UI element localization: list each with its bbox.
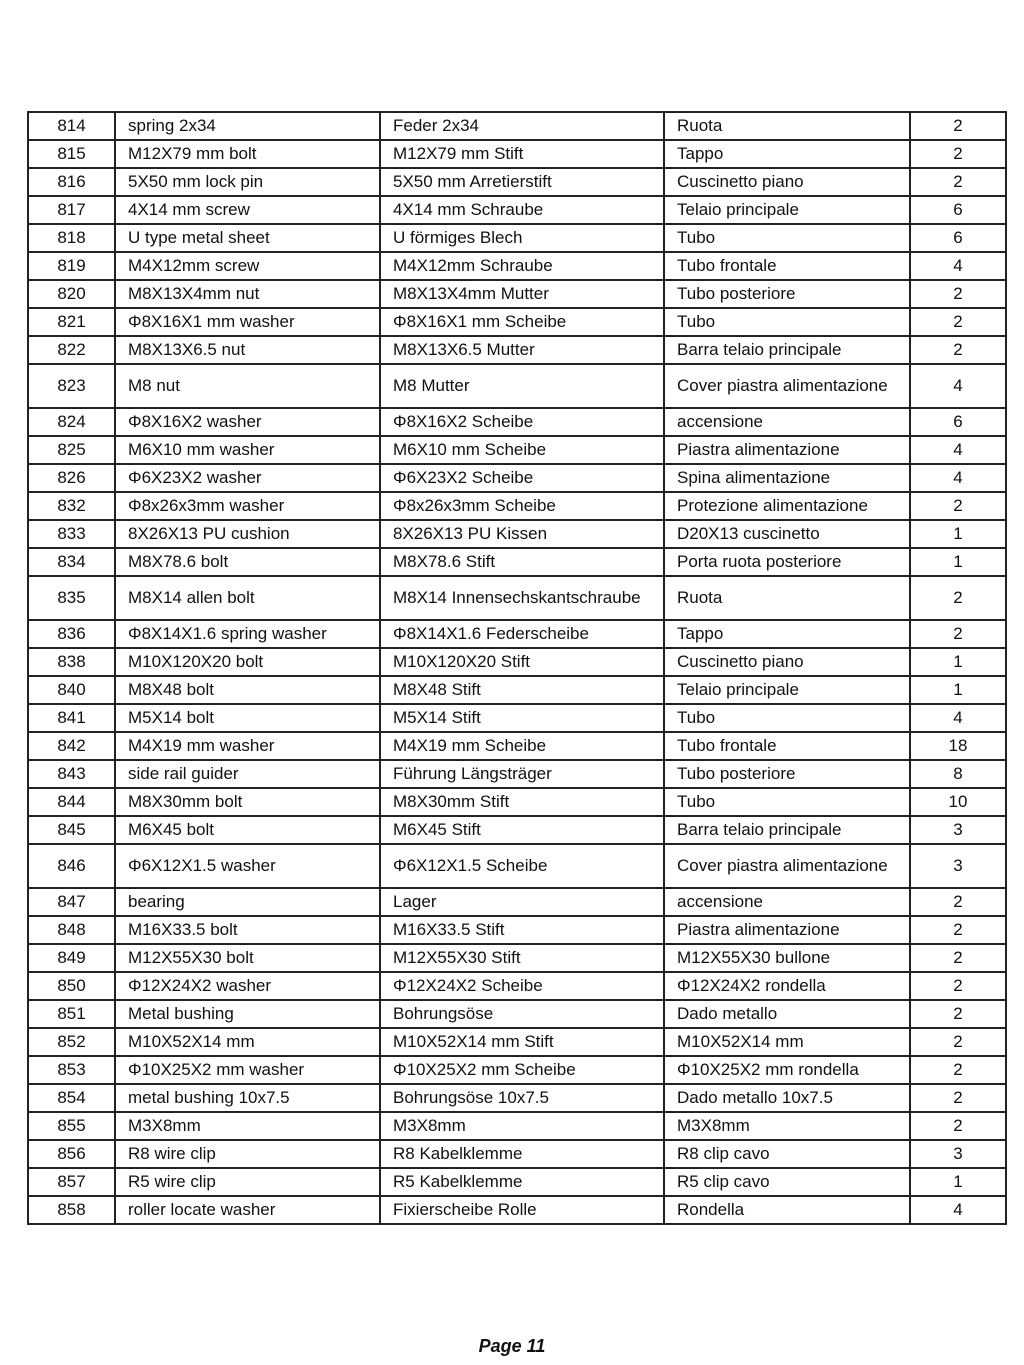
english-name-cell: M6X45 bolt bbox=[115, 816, 380, 844]
table-row bbox=[28, 888, 1006, 916]
quantity-cell: 1 bbox=[910, 520, 1006, 548]
part-number-cell: 842 bbox=[28, 732, 115, 760]
part-number-cell: 840 bbox=[28, 676, 115, 704]
quantity-cell: 1 bbox=[910, 1168, 1006, 1196]
italian-name-cell: Tappo bbox=[664, 140, 910, 168]
german-name-cell: U förmiges Blech bbox=[380, 224, 664, 252]
italian-name-cell: Φ10X25X2 mm rondella bbox=[664, 1056, 910, 1084]
part-number-cell: 833 bbox=[28, 520, 115, 548]
italian-name-cell: accensione bbox=[664, 408, 910, 436]
english-name-cell: M10X52X14 mm bbox=[115, 1028, 380, 1056]
part-number-cell: 819 bbox=[28, 252, 115, 280]
table-row bbox=[28, 1084, 1006, 1112]
quantity-cell: 2 bbox=[910, 168, 1006, 196]
english-name-cell: Φ8x26x3mm washer bbox=[115, 492, 380, 520]
german-name-cell: Φ8x26x3mm Scheibe bbox=[380, 492, 664, 520]
quantity-cell: 1 bbox=[910, 548, 1006, 576]
page-number: Page 11 bbox=[478, 1336, 546, 1356]
parts-table-body bbox=[28, 112, 1006, 1224]
italian-name-cell: M3X8mm bbox=[664, 1112, 910, 1140]
german-name-cell: 8X26X13 PU Kissen bbox=[380, 520, 664, 548]
english-name-cell: M8X78.6 bolt bbox=[115, 548, 380, 576]
german-name-cell: M6X45 Stift bbox=[380, 816, 664, 844]
part-number-cell: 847 bbox=[28, 888, 115, 916]
part-number-cell: 817 bbox=[28, 196, 115, 224]
italian-name-cell: Cuscinetto piano bbox=[664, 648, 910, 676]
quantity-cell: 8 bbox=[910, 760, 1006, 788]
italian-name-cell: Tubo posteriore bbox=[664, 760, 910, 788]
english-name-cell: metal bushing 10x7.5 bbox=[115, 1084, 380, 1112]
german-name-cell: Lager bbox=[380, 888, 664, 916]
part-number-cell: 816 bbox=[28, 168, 115, 196]
english-name-cell: M8X13X4mm nut bbox=[115, 280, 380, 308]
english-name-cell: M8X14 allen bolt bbox=[115, 576, 380, 620]
table-row bbox=[28, 704, 1006, 732]
german-name-cell: Φ6X12X1.5 Scheibe bbox=[380, 844, 664, 888]
table-row bbox=[28, 944, 1006, 972]
part-number-cell: 855 bbox=[28, 1112, 115, 1140]
italian-name-cell: Ruota bbox=[664, 576, 910, 620]
german-name-cell: M10X52X14 mm Stift bbox=[380, 1028, 664, 1056]
quantity-cell: 2 bbox=[910, 888, 1006, 916]
quantity-cell: 2 bbox=[910, 944, 1006, 972]
part-number-cell: 814 bbox=[28, 112, 115, 140]
english-name-cell: M4X12mm screw bbox=[115, 252, 380, 280]
german-name-cell: Feder 2x34 bbox=[380, 112, 664, 140]
part-number-cell: 815 bbox=[28, 140, 115, 168]
table-row bbox=[28, 1000, 1006, 1028]
german-name-cell: M4X19 mm Scheibe bbox=[380, 732, 664, 760]
italian-name-cell: Tubo frontale bbox=[664, 252, 910, 280]
italian-name-cell: Porta ruota posteriore bbox=[664, 548, 910, 576]
english-name-cell: M8 nut bbox=[115, 364, 380, 408]
quantity-cell: 2 bbox=[910, 1000, 1006, 1028]
german-name-cell: Bohrungsöse 10x7.5 bbox=[380, 1084, 664, 1112]
quantity-cell: 2 bbox=[910, 620, 1006, 648]
table-row bbox=[28, 464, 1006, 492]
english-name-cell: side rail guider bbox=[115, 760, 380, 788]
quantity-cell: 18 bbox=[910, 732, 1006, 760]
table-row bbox=[28, 252, 1006, 280]
english-name-cell: U type metal sheet bbox=[115, 224, 380, 252]
part-number-cell: 858 bbox=[28, 1196, 115, 1224]
german-name-cell: M16X33.5 Stift bbox=[380, 916, 664, 944]
english-name-cell: bearing bbox=[115, 888, 380, 916]
english-name-cell: spring 2x34 bbox=[115, 112, 380, 140]
part-number-cell: 825 bbox=[28, 436, 115, 464]
table-row bbox=[28, 492, 1006, 520]
quantity-cell: 2 bbox=[910, 972, 1006, 1000]
english-name-cell: 5X50 mm lock pin bbox=[115, 168, 380, 196]
part-number-cell: 832 bbox=[28, 492, 115, 520]
german-name-cell: M8X48 Stift bbox=[380, 676, 664, 704]
parts-table bbox=[27, 111, 1007, 1225]
quantity-cell: 4 bbox=[910, 1196, 1006, 1224]
german-name-cell: M8X30mm Stift bbox=[380, 788, 664, 816]
quantity-cell: 2 bbox=[910, 112, 1006, 140]
english-name-cell: M10X120X20 bolt bbox=[115, 648, 380, 676]
english-name-cell: R8 wire clip bbox=[115, 1140, 380, 1168]
quantity-cell: 4 bbox=[910, 464, 1006, 492]
english-name-cell: Φ8X16X1 mm washer bbox=[115, 308, 380, 336]
german-name-cell: Bohrungsöse bbox=[380, 1000, 664, 1028]
english-name-cell: Φ6X12X1.5 washer bbox=[115, 844, 380, 888]
italian-name-cell: Telaio principale bbox=[664, 676, 910, 704]
part-number-cell: 854 bbox=[28, 1084, 115, 1112]
italian-name-cell: Barra telaio principale bbox=[664, 336, 910, 364]
quantity-cell: 3 bbox=[910, 816, 1006, 844]
quantity-cell: 2 bbox=[910, 140, 1006, 168]
italian-name-cell: Tubo posteriore bbox=[664, 280, 910, 308]
german-name-cell: M8X13X6.5 Mutter bbox=[380, 336, 664, 364]
german-name-cell: M8X78.6 Stift bbox=[380, 548, 664, 576]
part-number-cell: 826 bbox=[28, 464, 115, 492]
table-row bbox=[28, 224, 1006, 252]
english-name-cell: Φ8X14X1.6 spring washer bbox=[115, 620, 380, 648]
italian-name-cell: M12X55X30 bullone bbox=[664, 944, 910, 972]
part-number-cell: 836 bbox=[28, 620, 115, 648]
part-number-cell: 845 bbox=[28, 816, 115, 844]
table-row bbox=[28, 336, 1006, 364]
italian-name-cell: Φ12X24X2 rondella bbox=[664, 972, 910, 1000]
german-name-cell: Φ12X24X2 Scheibe bbox=[380, 972, 664, 1000]
table-row bbox=[28, 308, 1006, 336]
part-number-cell: 850 bbox=[28, 972, 115, 1000]
italian-name-cell: Tubo bbox=[664, 704, 910, 732]
german-name-cell: M4X12mm Schraube bbox=[380, 252, 664, 280]
italian-name-cell: Tappo bbox=[664, 620, 910, 648]
part-number-cell: 818 bbox=[28, 224, 115, 252]
table-row bbox=[28, 1168, 1006, 1196]
table-row bbox=[28, 168, 1006, 196]
part-number-cell: 838 bbox=[28, 648, 115, 676]
italian-name-cell: Cuscinetto piano bbox=[664, 168, 910, 196]
quantity-cell: 2 bbox=[910, 492, 1006, 520]
table-row bbox=[28, 732, 1006, 760]
table-row bbox=[28, 140, 1006, 168]
quantity-cell: 2 bbox=[910, 280, 1006, 308]
table-row bbox=[28, 1028, 1006, 1056]
table-row bbox=[28, 112, 1006, 140]
quantity-cell: 2 bbox=[910, 916, 1006, 944]
german-name-cell: R8 Kabelklemme bbox=[380, 1140, 664, 1168]
italian-name-cell: Telaio principale bbox=[664, 196, 910, 224]
english-name-cell: Φ8X16X2 washer bbox=[115, 408, 380, 436]
german-name-cell: Führung Längsträger bbox=[380, 760, 664, 788]
part-number-cell: 824 bbox=[28, 408, 115, 436]
italian-name-cell: Protezione alimentazione bbox=[664, 492, 910, 520]
quantity-cell: 6 bbox=[910, 408, 1006, 436]
table-row bbox=[28, 1056, 1006, 1084]
table-row bbox=[28, 408, 1006, 436]
german-name-cell: Fixierscheibe Rolle bbox=[380, 1196, 664, 1224]
english-name-cell: Φ12X24X2 washer bbox=[115, 972, 380, 1000]
table-row bbox=[28, 1196, 1006, 1224]
part-number-cell: 822 bbox=[28, 336, 115, 364]
quantity-cell: 3 bbox=[910, 844, 1006, 888]
part-number-cell: 856 bbox=[28, 1140, 115, 1168]
english-name-cell: 8X26X13 PU cushion bbox=[115, 520, 380, 548]
quantity-cell: 2 bbox=[910, 1084, 1006, 1112]
italian-name-cell: Spina alimentazione bbox=[664, 464, 910, 492]
table-row bbox=[28, 676, 1006, 704]
table-row bbox=[28, 1112, 1006, 1140]
table-row bbox=[28, 760, 1006, 788]
quantity-cell: 3 bbox=[910, 1140, 1006, 1168]
part-number-cell: 848 bbox=[28, 916, 115, 944]
quantity-cell: 2 bbox=[910, 308, 1006, 336]
table-row bbox=[28, 520, 1006, 548]
german-name-cell: M8X13X4mm Mutter bbox=[380, 280, 664, 308]
part-number-cell: 851 bbox=[28, 1000, 115, 1028]
part-number-cell: 835 bbox=[28, 576, 115, 620]
italian-name-cell: Rondella bbox=[664, 1196, 910, 1224]
quantity-cell: 2 bbox=[910, 336, 1006, 364]
table-row bbox=[28, 916, 1006, 944]
quantity-cell: 2 bbox=[910, 1112, 1006, 1140]
part-number-cell: 844 bbox=[28, 788, 115, 816]
table-row bbox=[28, 280, 1006, 308]
part-number-cell: 853 bbox=[28, 1056, 115, 1084]
english-name-cell: M8X48 bolt bbox=[115, 676, 380, 704]
quantity-cell: 10 bbox=[910, 788, 1006, 816]
english-name-cell: roller locate washer bbox=[115, 1196, 380, 1224]
table-row bbox=[28, 788, 1006, 816]
german-name-cell: M12X79 mm Stift bbox=[380, 140, 664, 168]
part-number-cell: 821 bbox=[28, 308, 115, 336]
italian-name-cell: Cover piastra alimentazione bbox=[664, 364, 910, 408]
part-number-cell: 852 bbox=[28, 1028, 115, 1056]
table-row bbox=[28, 364, 1006, 408]
quantity-cell: 4 bbox=[910, 704, 1006, 732]
english-name-cell: M12X55X30 bolt bbox=[115, 944, 380, 972]
english-name-cell: R5 wire clip bbox=[115, 1168, 380, 1196]
german-name-cell: M12X55X30 Stift bbox=[380, 944, 664, 972]
german-name-cell: M5X14 Stift bbox=[380, 704, 664, 732]
table-row bbox=[28, 548, 1006, 576]
quantity-cell: 4 bbox=[910, 364, 1006, 408]
quantity-cell: 2 bbox=[910, 1056, 1006, 1084]
german-name-cell: M8X14 Innensechskantschraube bbox=[380, 576, 664, 620]
german-name-cell: Φ8X16X1 mm Scheibe bbox=[380, 308, 664, 336]
german-name-cell: Φ8X16X2 Scheibe bbox=[380, 408, 664, 436]
german-name-cell: M10X120X20 Stift bbox=[380, 648, 664, 676]
english-name-cell: M3X8mm bbox=[115, 1112, 380, 1140]
quantity-cell: 2 bbox=[910, 1028, 1006, 1056]
italian-name-cell: Tubo frontale bbox=[664, 732, 910, 760]
quantity-cell: 4 bbox=[910, 436, 1006, 464]
german-name-cell: 5X50 mm Arretierstift bbox=[380, 168, 664, 196]
quantity-cell: 1 bbox=[910, 676, 1006, 704]
italian-name-cell: Tubo bbox=[664, 308, 910, 336]
part-number-cell: 843 bbox=[28, 760, 115, 788]
english-name-cell: M16X33.5 bolt bbox=[115, 916, 380, 944]
english-name-cell: M8X30mm bolt bbox=[115, 788, 380, 816]
italian-name-cell: Dado metallo bbox=[664, 1000, 910, 1028]
table-row bbox=[28, 844, 1006, 888]
part-number-cell: 846 bbox=[28, 844, 115, 888]
italian-name-cell: Cover piastra alimentazione bbox=[664, 844, 910, 888]
table-row bbox=[28, 436, 1006, 464]
italian-name-cell: D20X13 cuscinetto bbox=[664, 520, 910, 548]
table-row bbox=[28, 196, 1006, 224]
german-name-cell: Φ6X23X2 Scheibe bbox=[380, 464, 664, 492]
part-number-cell: 820 bbox=[28, 280, 115, 308]
english-name-cell: Φ10X25X2 mm washer bbox=[115, 1056, 380, 1084]
german-name-cell: Φ8X14X1.6 Federscheibe bbox=[380, 620, 664, 648]
part-number-cell: 857 bbox=[28, 1168, 115, 1196]
english-name-cell: M8X13X6.5 nut bbox=[115, 336, 380, 364]
quantity-cell: 6 bbox=[910, 196, 1006, 224]
german-name-cell: M3X8mm bbox=[380, 1112, 664, 1140]
english-name-cell: M4X19 mm washer bbox=[115, 732, 380, 760]
table-row bbox=[28, 1140, 1006, 1168]
quantity-cell: 6 bbox=[910, 224, 1006, 252]
italian-name-cell: Tubo bbox=[664, 224, 910, 252]
italian-name-cell: Piastra alimentazione bbox=[664, 436, 910, 464]
italian-name-cell: Dado metallo 10x7.5 bbox=[664, 1084, 910, 1112]
english-name-cell: 4X14 mm screw bbox=[115, 196, 380, 224]
italian-name-cell: Tubo bbox=[664, 788, 910, 816]
table-row bbox=[28, 620, 1006, 648]
table-row bbox=[28, 648, 1006, 676]
italian-name-cell: Ruota bbox=[664, 112, 910, 140]
table-row bbox=[28, 816, 1006, 844]
english-name-cell: M12X79 mm bolt bbox=[115, 140, 380, 168]
quantity-cell: 2 bbox=[910, 576, 1006, 620]
german-name-cell: Φ10X25X2 mm Scheibe bbox=[380, 1056, 664, 1084]
german-name-cell: M6X10 mm Scheibe bbox=[380, 436, 664, 464]
english-name-cell: M6X10 mm washer bbox=[115, 436, 380, 464]
italian-name-cell: Barra telaio principale bbox=[664, 816, 910, 844]
italian-name-cell: M10X52X14 mm bbox=[664, 1028, 910, 1056]
part-number-cell: 849 bbox=[28, 944, 115, 972]
italian-name-cell: R5 clip cavo bbox=[664, 1168, 910, 1196]
english-name-cell: Φ6X23X2 washer bbox=[115, 464, 380, 492]
part-number-cell: 823 bbox=[28, 364, 115, 408]
english-name-cell: M5X14 bolt bbox=[115, 704, 380, 732]
part-number-cell: 841 bbox=[28, 704, 115, 732]
german-name-cell: 4X14 mm Schraube bbox=[380, 196, 664, 224]
italian-name-cell: accensione bbox=[664, 888, 910, 916]
table-row bbox=[28, 576, 1006, 620]
italian-name-cell: Piastra alimentazione bbox=[664, 916, 910, 944]
german-name-cell: M8 Mutter bbox=[380, 364, 664, 408]
italian-name-cell: R8 clip cavo bbox=[664, 1140, 910, 1168]
german-name-cell: R5 Kabelklemme bbox=[380, 1168, 664, 1196]
table-row bbox=[28, 972, 1006, 1000]
part-number-cell: 834 bbox=[28, 548, 115, 576]
english-name-cell: Metal bushing bbox=[115, 1000, 380, 1028]
quantity-cell: 1 bbox=[910, 648, 1006, 676]
quantity-cell: 4 bbox=[910, 252, 1006, 280]
